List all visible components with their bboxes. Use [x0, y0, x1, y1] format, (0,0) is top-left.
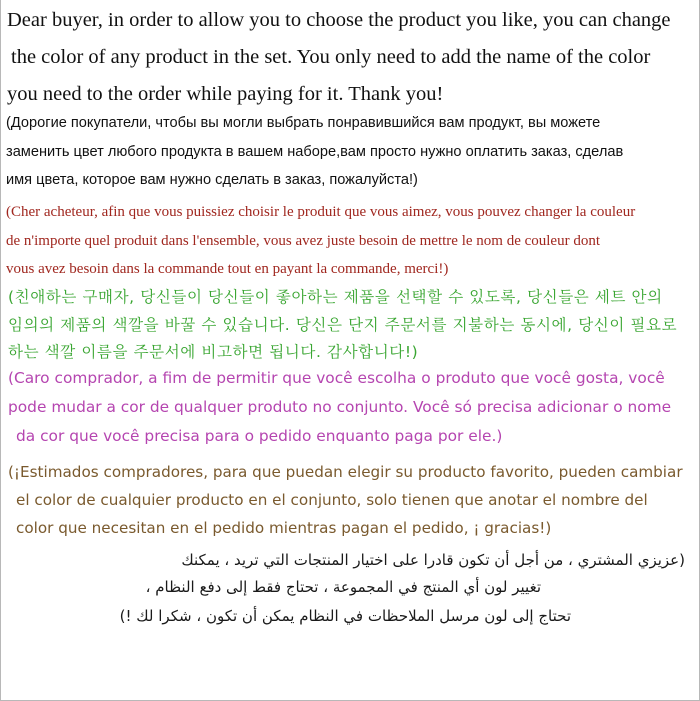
arabic-line-2: تغيير لون أي المنتج في المجموعة ، تحتاج فقط إلى دفع النظام ، [145, 578, 541, 596]
french-line-3: vous avez besoin dans la commande tout en payant la commande, merci!) [6, 261, 449, 277]
spanish-line-1: (¡Estimados compradores, para que puedan elegir su producto favorito, pueden cambiar [8, 463, 683, 481]
english-line-2: the color of any product in the set. You only need to add the name of the color [11, 46, 651, 68]
arabic-line-1: (عزيزي المشتري ، من أجل أن تكون قادرا على اختيار المنتجات التي تريد ، يمكنك [181, 551, 685, 569]
portuguese-line-1: (Caro comprador, a fim de permitir que você escolha o produto que você gosta, você [8, 369, 665, 387]
spanish-line-2: el color de cualquier producto en el conjunto, solo tienen que anotar el nombre del [16, 491, 648, 509]
english-line-3: you need to the order while paying for it. Thank you! [7, 83, 444, 105]
portuguese-line-3: da cor que você precisa para o pedido enquanto paga por ele.) [16, 427, 503, 445]
arabic-line-3: تحتاج إلى لون مرسل الملاحظات في النظام يمكن أن تكون ، شكرا لك !) [119, 607, 571, 625]
russian-line-1: (Дорогие покупатели, чтобы вы могли выбрать понравившийся вам продукт, вы можете [6, 115, 601, 131]
french-line-1: (Cher acheteur, afin que vous puissiez choisir le produit que vous aimez, vous pouvez changer la couleur [6, 204, 636, 220]
russian-line-3: имя цвета, которое вам нужно сделать в заказ, пожалуйста!) [6, 172, 418, 188]
portuguese-line-2: pode mudar a cor de qualquer produto no conjunto. Você só precisa adicionar o nome [8, 398, 672, 416]
french-line-2: de n'importe quel produit dans l'ensemble, vous avez juste besoin de mettre le nom de couleur dont [6, 233, 601, 249]
russian-line-2: заменить цвет любого продукта в вашем наборе,вам просто нужно оплатить заказ, сделав [6, 144, 624, 160]
korean-line-2: 임의의 제품의 색깔을 바꿀 수 있습니다. 당신은 단지 주문서를 지불하는 동시에, 당신이 필요로 [8, 316, 678, 334]
korean-line-1: (친애하는 구매자, 당신들이 당신들이 좋아하는 제품을 선택할 수 있도록, 당신들은 세트 안의 [8, 288, 663, 306]
english-line-1: Dear buyer, in order to allow you to choose the product you like, you can change [7, 9, 671, 31]
korean-line-3: 하는 색깔 이름을 주문서에 비고하면 됩니다. 감사합니다!) [8, 343, 419, 361]
spanish-line-3: color que necesitan en el pedido mientras pagan el pedido, ¡ gracias!) [16, 519, 552, 537]
